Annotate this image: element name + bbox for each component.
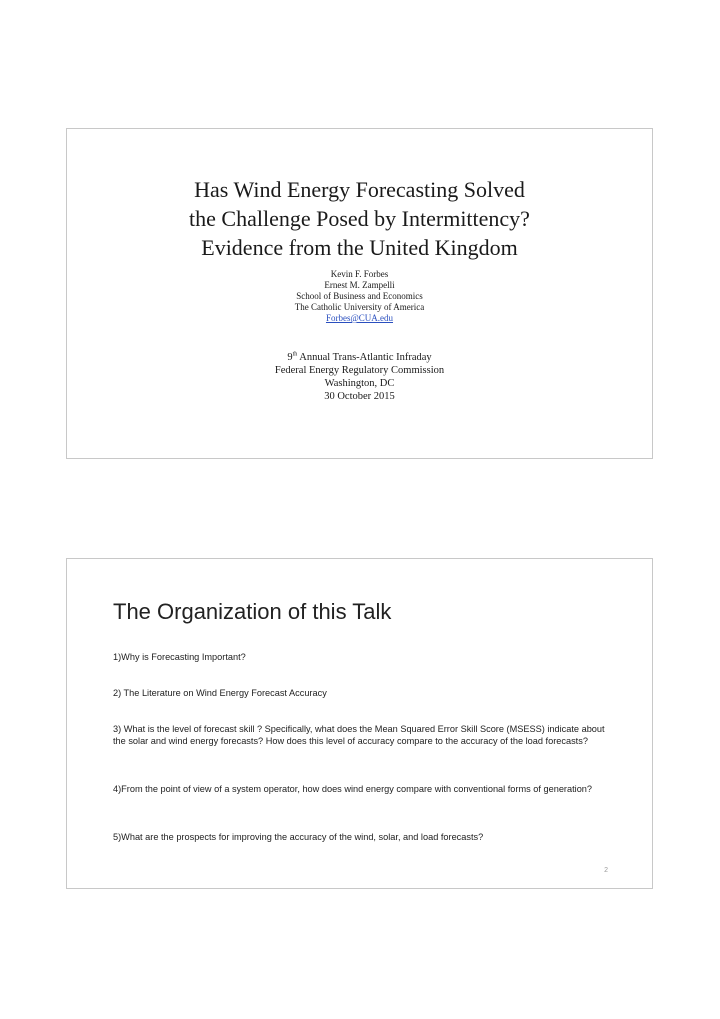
slide-title (67, 175, 652, 262)
author-university: The Catholic University of America (294, 302, 425, 312)
agenda-item-5: 5)What are the prospects for improving the accuracy of the wind, solar, and load forecasts? (113, 832, 484, 842)
agenda-item-4: 4)From the point of view of a system operator, how does wind energy compare with conventional forms of generation? (113, 784, 593, 794)
title-line-2: the Challenge Posed by Intermittency? (189, 206, 530, 231)
event-location: Washington, DC (324, 378, 395, 389)
event-name (67, 351, 652, 364)
event-date: 30 October 2015 (324, 391, 395, 402)
agenda-item-1: 1)Why is Forecasting Important? (113, 652, 246, 662)
agenda-item-2: 2) The Literature on Wind Energy Forecast Accuracy (113, 688, 327, 698)
title-slide (66, 128, 653, 459)
title-line-3: Evidence from the United Kingdom (201, 235, 518, 260)
event-number-suffix: th (292, 351, 298, 358)
page-number: 2 (604, 867, 608, 874)
organization-slide (66, 558, 653, 889)
event-block (67, 351, 652, 403)
author-block (67, 269, 652, 324)
agenda-item-3: 3) What is the level of forecast skill ? Specifically, what does the Mean Squared Error Skill Score (MSESS) indicate about the solar and wind energy forecasts? How does this level of accuracy compare to the accuracy of the load forecasts? (113, 724, 605, 746)
author-school: School of Business and Economics (296, 291, 423, 301)
event-name-text: Annual Trans-Atlantic Infraday (297, 352, 432, 363)
event-organizer: Federal Energy Regulatory Commission (274, 365, 445, 376)
author-name-2: Ernest M. Zampelli (324, 280, 395, 290)
author-name-1: Kevin F. Forbes (330, 269, 389, 279)
event-number: 9 (287, 352, 293, 363)
title-line-1: Has Wind Energy Forecasting Solved (194, 177, 525, 202)
slide-title: The Organization of this Talk (113, 599, 392, 624)
author-email-link[interactable]: Forbes@CUA.edu (325, 313, 394, 323)
